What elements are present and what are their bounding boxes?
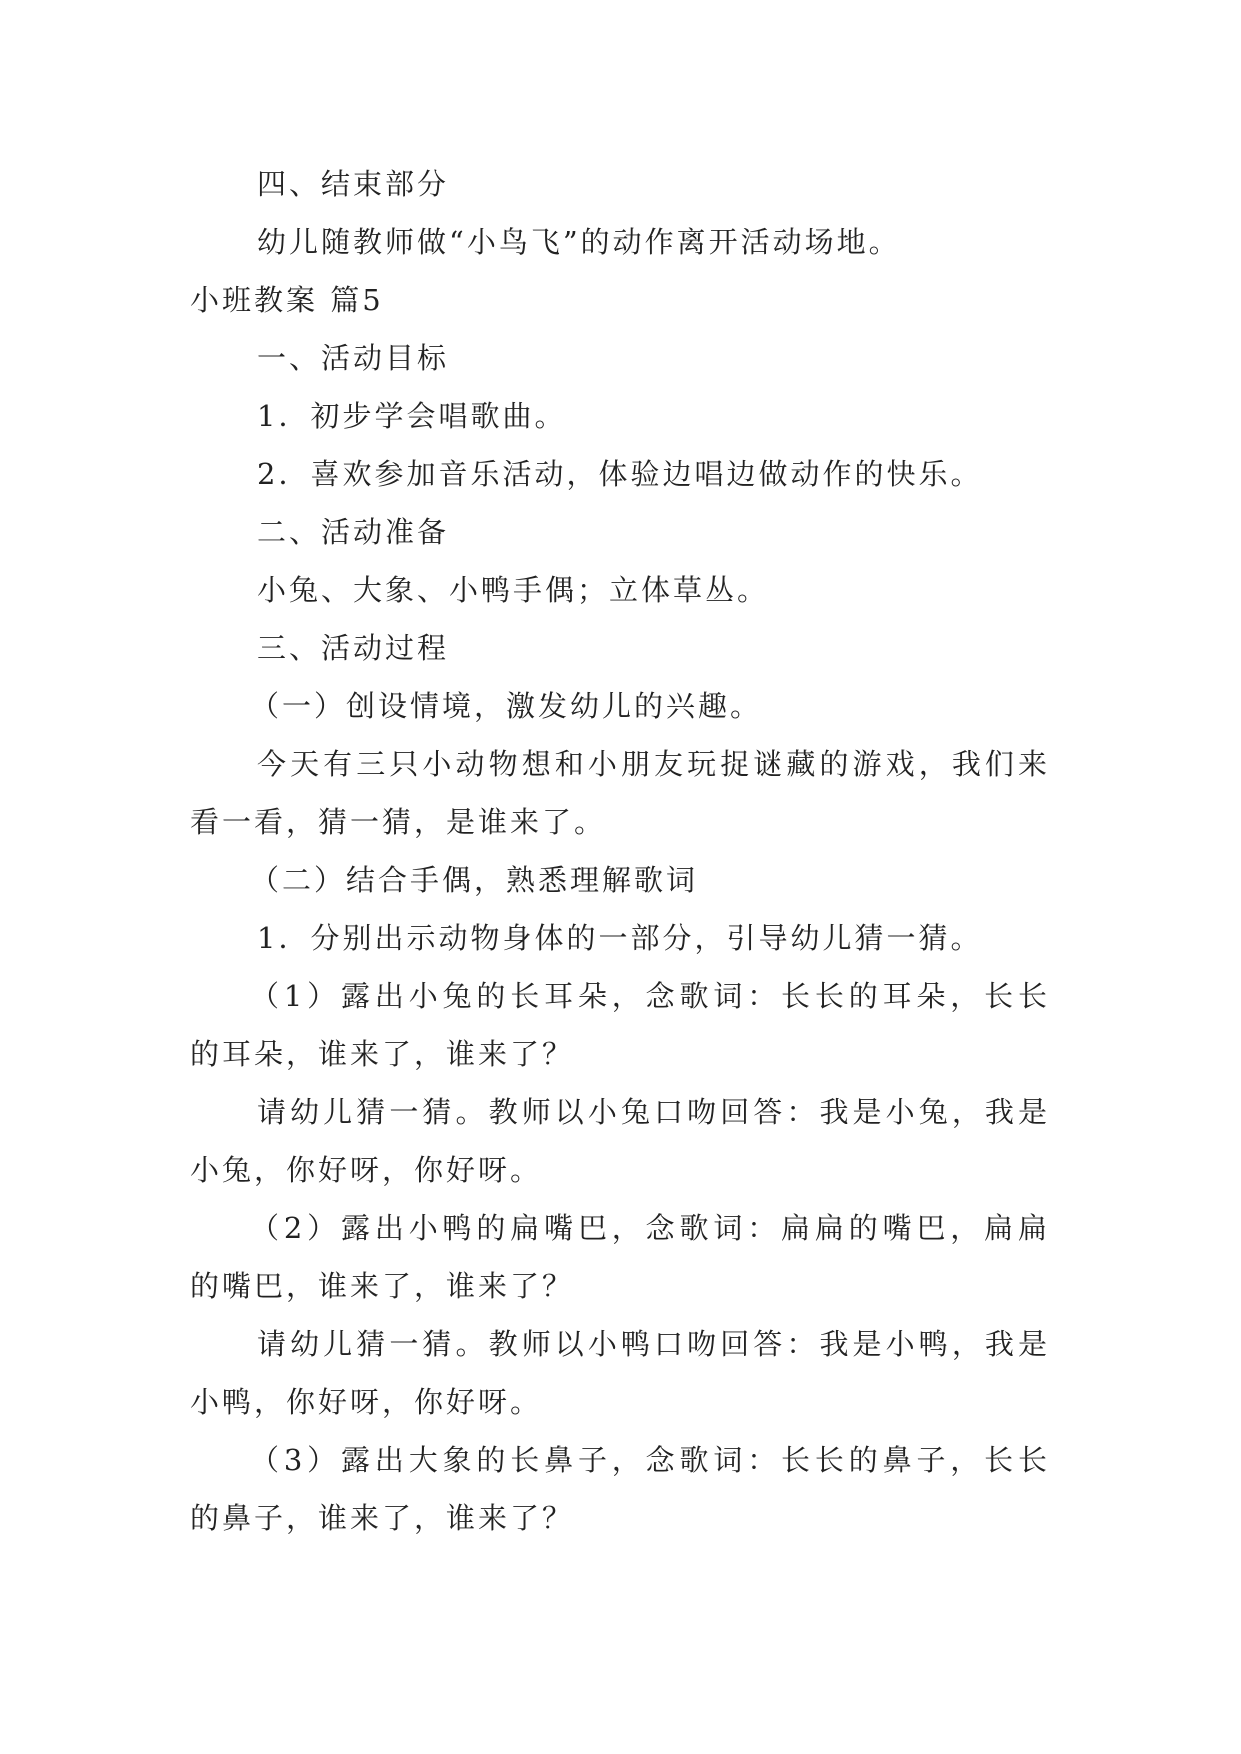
paragraph-line: 请幼儿猜一猜。教师以小兔口吻回答：我是小兔，我是: [257, 1095, 1050, 1129]
paragraph-line: 小兔、大象、小鸭手偶；立体草丛。: [257, 573, 770, 607]
paragraph-line: 小鸭，你好呀，你好呀。: [190, 1385, 543, 1419]
paragraph-line: 看一看，猜一猜，是谁来了。: [190, 805, 607, 839]
paragraph-line: 小兔，你好呀，你好呀。: [190, 1153, 543, 1187]
paragraph-line: （2）露出小鸭的扁嘴巴，念歌词：扁扁的嘴巴，扁扁: [250, 1211, 1050, 1245]
section-heading-process: 三、活动过程: [257, 631, 450, 665]
section-heading-ending: 四、结束部分: [257, 167, 450, 201]
list-item: 1．分别出示动物身体的一部分，引导幼儿猜一猜。: [257, 921, 983, 955]
subsection-heading: （一）创设情境，激发幼儿的兴趣。: [250, 689, 763, 723]
list-item: 1．初步学会唱歌曲。: [257, 399, 567, 433]
paragraph-line: 幼儿随教师做“小鸟飞”的动作离开活动场地。: [257, 225, 901, 259]
paragraph-line: 的耳朵，谁来了，谁来了？: [190, 1037, 575, 1071]
paragraph-line: （3）露出大象的长鼻子，念歌词：长长的鼻子，长长: [250, 1443, 1050, 1477]
paragraph-line: 请幼儿猜一猜。教师以小鸭口吻回答：我是小鸭，我是: [257, 1327, 1050, 1361]
document-body: [190, 155, 1050, 1547]
list-item: 2．喜欢参加音乐活动，体验边唱边做动作的快乐。: [257, 457, 983, 491]
paragraph-line: （1）露出小兔的长耳朵，念歌词：长长的耳朵，长长: [250, 979, 1050, 1013]
paragraph-line: 的鼻子，谁来了，谁来了？: [190, 1501, 575, 1535]
subsection-heading: （二）结合手偶，熟悉理解歌词: [250, 863, 699, 897]
paragraph-line: 的嘴巴，谁来了，谁来了？: [190, 1269, 575, 1303]
section-heading-goals: 一、活动目标: [257, 341, 450, 375]
section-heading-preparation: 二、活动准备: [257, 515, 450, 549]
paragraph-line: 今天有三只小动物想和小朋友玩捉谜藏的游戏，我们来: [257, 747, 1050, 781]
document-title: 小班教案 篇5: [190, 283, 384, 317]
